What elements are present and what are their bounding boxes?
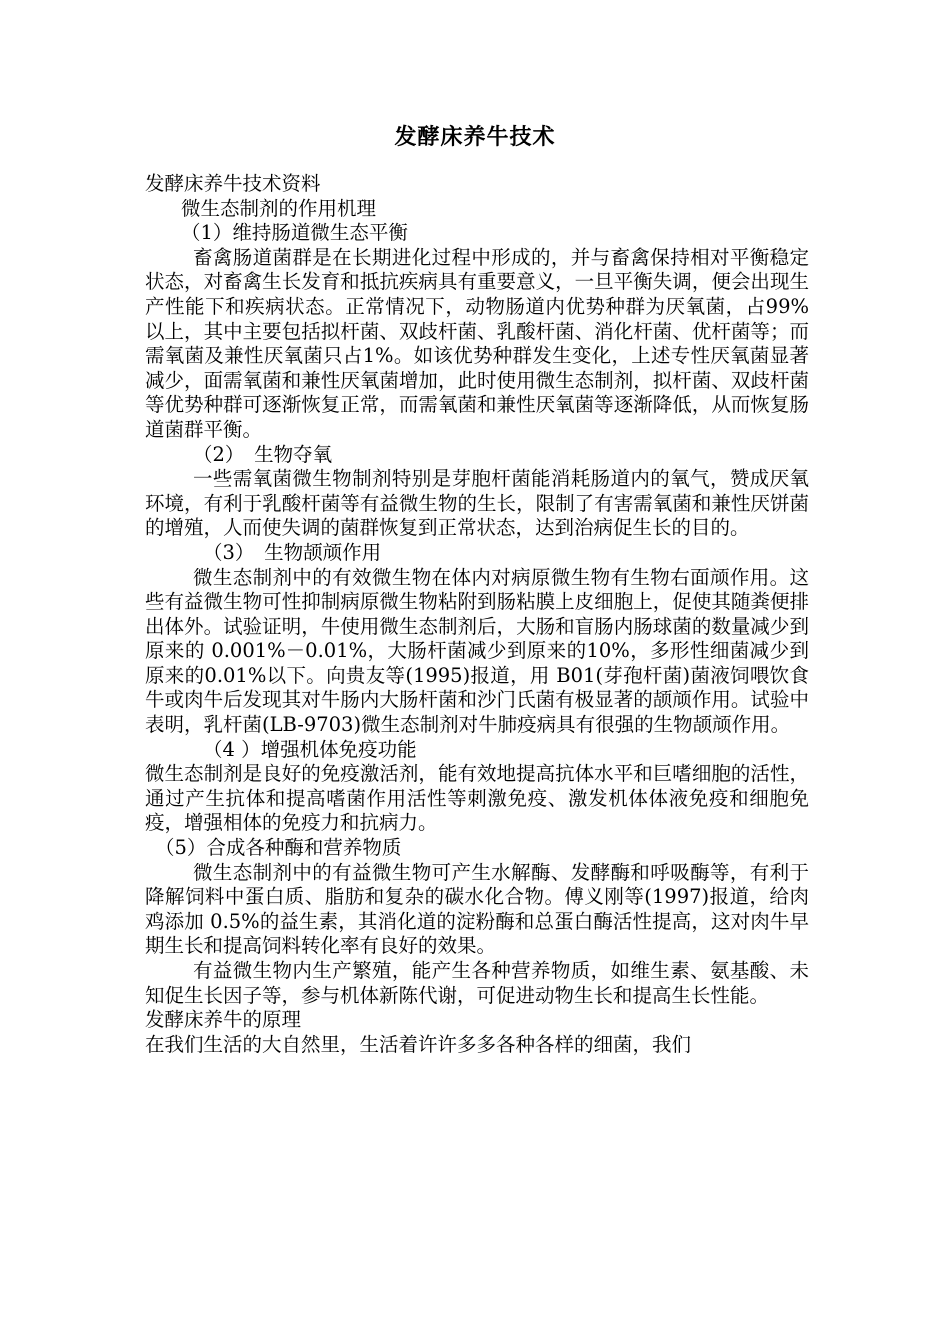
subheading-1: （1）维持肠道微生态平衡 [181,221,408,245]
document-body [145,172,809,1057]
section-heading-principle: 发酵床养牛的原理 [145,1008,302,1032]
paragraph-2: 一些需氧菌微生物制剂特别是芽胞杆菌能消耗肠道内的氧气，赞成厌氧环境，有利于乳酸杆菌等有益微生物的生长，限制了有害需氧菌和兼性厌饼菌的增殖，人而使失调的菌群恢复到正常状态，达到治病促生长的目的。 [145,467,809,540]
subheading-4: （4 ）增强机体免疫功能 [203,737,417,761]
paragraph-source-heading: 发酵床养牛技术资料 [145,172,321,195]
subheading-3: （3） 生物颉颃作用 [203,540,382,564]
paragraph-1: 畜禽肠道菌群是在长期进化过程中形成的，并与畜禽保持相对平衡稳定状态，对畜禽生长发育和抵抗疾病具有重要意义，一旦平衡失调，便会出现生产性能下和疾病状态。正常情况下，动物肠道内优势种群为厌氧菌，占99%以上，其中主要包括拟杆菌、双歧杆菌、乳酸杆菌、消化杆菌、优杆菌等；而需氧菌及兼性厌氧菌只占1%。如该优势种群发生变化，上述专性厌氧菌显著减少，面需氧菌和兼性厌氧菌增加，此时使用微生态制剂，拟杆菌、双歧杆菌等优势种群可逐渐恢复正常，而需氧菌和兼性厌氧菌等逐渐降低，从而恢复肠道菌群平衡。 [145,245,809,441]
paragraph-6: 有益微生物内生产繁殖，能产生各种营养物质，如维生素、氨基酸、未知促生长因子等，参与机体新陈代谢，可促进动物生长和提高生长性能。 [145,959,809,1007]
paragraph-4: 微生态制剂是良好的免疫激活剂，能有效地提高抗体水平和巨嗜细胞的活性，通过产生抗体和提高嗜菌作用活性等刺激免疫、激发机体体液免疫和细胞免疫，增强相体的免疫力和抗病力。 [145,762,809,835]
paragraph-3: 微生态制剂中的有效微生物在体内对病原微生物有生物右面颃作用。这些有益微生物可性抑制病原微生物粘附到肠粘膜上皮细胞上，促使其随粪便排出体外。试验证明，牛使用微生态制剂后，大肠和盲肠内肠球菌的数量减少到原来的 0.001%－0.01%，大肠杆菌减少到原来的10%，多形性细菌减少到原来的0.01%以下。向贵友等(1995)报道，用 B01(芽孢杆菌)菌液饲喂饮食牛或肉牛后发现其对牛肠内大肠杆菌和沙门氏菌有极显著的颉颃作用。试验中表明，乳杆菌(LB-9703)微生态制剂对牛肺疫病具有很强的生物颉颃作用。 [145,565,809,737]
document-title: 发酵床养牛技术 [394,124,556,150]
subheading-5: （5）合成各种酶和营养物质 [155,836,402,860]
subheading-2: （2） 生物夺氧 [193,442,333,466]
paragraph-7: 在我们生活的大自然里，生活着许许多多各种各样的细菌，我们 [145,1032,692,1056]
section-heading-mechanism: 微生态制剂的作用机理 [181,196,377,220]
paragraph-5: 微生态制剂中的有益微生物可产生水解酶、发酵酶和呼吸酶等，有利于降解饲料中蛋白质、脂肪和复杂的碳水化合物。傅义刚等(1997)报道，给肉鸡添加 0.5%的益生素，其消化道的淀粉酶和总蛋白酶活性提高，这对肉牛早期生长和提高饲料转化率有良好的效果。 [145,860,809,958]
